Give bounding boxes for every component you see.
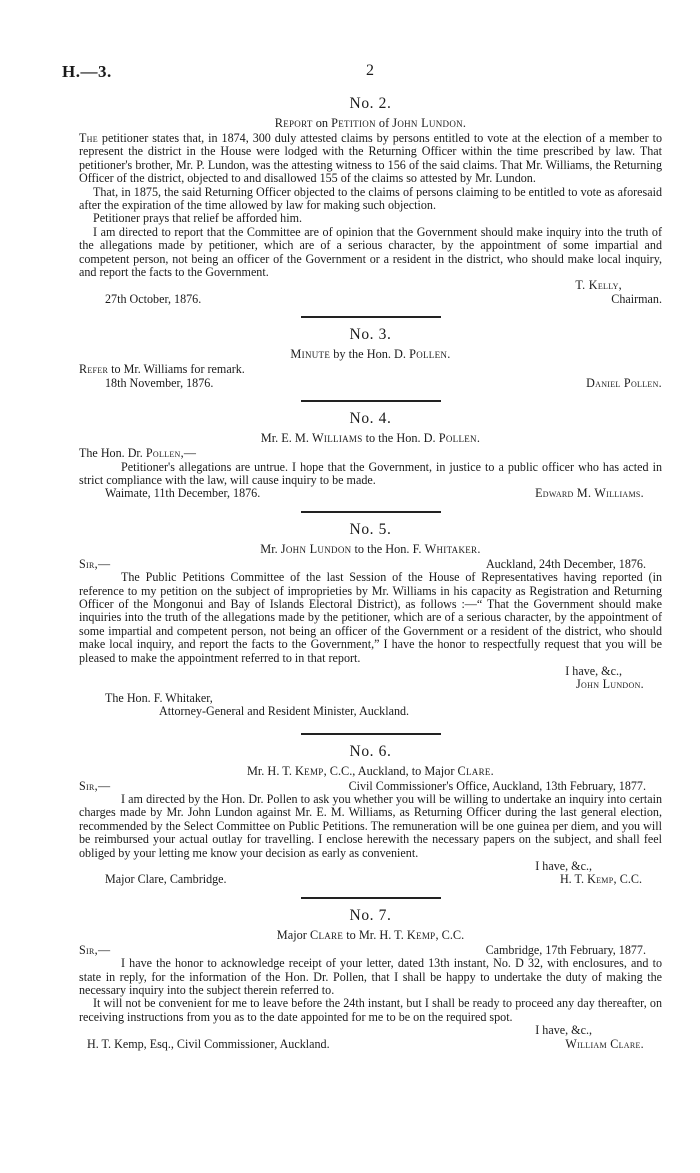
closing: I have, &c., (535, 1023, 592, 1038)
date: 27th October, 1876. (105, 291, 202, 306)
paragraph: Petitioner prays that relief be afforded him. (93, 211, 302, 226)
section-divider (301, 400, 441, 402)
paragraph: The Public Petitions Committee of the last Session of the House of Representatives having reported (in reference to my petition on the subject of improprieties by Mr. Williams in his capacity as Registration and Returning Officer of the Mongonui and Bay of Islands Electoral District), as follows :—“ That the Government should make inquiries into the truth of the allegations made by the petitioner, which are of a serious character, by the appointment of some impartial and competent person, not being an officer of the Government or a resident of the district, who should make local inquiry, and report the facts to the Government,” I have the honor to respectfully request that you will be pleased to make the appointment referred to in that report. (79, 570, 662, 665)
section-subtitle: Mr. John Lundon to the Hon. F. Whitaker. (260, 541, 481, 556)
section-no-7 (79, 907, 662, 1051)
signer-name: John Lundon. (576, 677, 644, 692)
signature-row (79, 873, 662, 886)
paragraph: It will not be convenient for me to leave before the 24th instant, but I shall be ready to proceed any day thereafter, on receiving instructions from you as to the date appointed for me to be on the required spot. (79, 996, 662, 1024)
section-subtitle: Report on Petition of John Lundon. (274, 116, 467, 130)
section-number: No. 5. (349, 520, 392, 538)
section-divider (301, 511, 441, 513)
date: 18th November, 1876. (105, 375, 214, 390)
signer-name: Edward M. Williams. (535, 486, 644, 501)
salutation: Sir,— (79, 556, 111, 571)
section-no-3 (79, 326, 662, 390)
section-no-6 (79, 743, 662, 887)
paragraph: I am directed by the Hon. Dr. Pollen to ask you whether you will be willing to undertake an inquiry into certain charges made by Mr. John Lundon against Mr. E. M. Williams, as Returning Officer during the last general election, recommended by the Select Committee on Public Petitions. The remuneration will be one guinea per diem, and you will be reimbursed your actual outlay for travelling. I enclose herewith the necessary papers on the subject, and shall feel obliged by your letting me know your decision as early as convenient. (79, 792, 662, 860)
signature-row (79, 487, 662, 500)
section-subtitle: Major Clare to Mr. H. T. Kemp, C.C. (276, 927, 465, 942)
salutation: Sir,— (79, 942, 111, 957)
signature-row (79, 1038, 662, 1051)
addressee-title: Attorney-General and Resident Minister, Auckland. (159, 704, 410, 719)
place-date: Civil Commissioner's Office, Auckland, 13th February, 1877. (348, 778, 646, 793)
section-number: No. 7. (349, 906, 392, 924)
document-reference: H.—3. (62, 62, 112, 81)
signature-row (79, 377, 662, 390)
addressee: Major Clare, Cambridge. (105, 872, 227, 887)
signer-title: Chairman. (611, 291, 662, 306)
section-number: No. 6. (349, 742, 392, 760)
section-subtitle: Mr. E. M. Williams to the Hon. D. Pollen. (260, 431, 481, 446)
closing: I have, &c., (535, 859, 592, 874)
document-body (79, 95, 662, 1051)
paragraph: Refer to Mr. Williams for remark. (79, 362, 245, 377)
salutation-row (79, 780, 662, 793)
signer-name: H. T. Kemp, C.C. (559, 872, 642, 887)
signature-row (79, 293, 662, 306)
paragraph: I am directed to report that the Committee are of opinion that the Government should make inquiry into the truth of the allegations made by petitioner, which are of a serious character, by the appointment of some impartial and competent person, not being an officer of the Government or a resident in the district, who should make local inquiry, and report the facts to the Government. (79, 224, 662, 280)
page-number: 2 (366, 62, 374, 79)
section-divider (301, 897, 441, 899)
place-date: Auckland, 24th December, 1876. (485, 556, 646, 571)
salutation-row (79, 558, 662, 571)
signer-name: T. Kelly, (575, 278, 622, 293)
section-no-5 (79, 521, 662, 719)
section-number: No. 4. (349, 410, 392, 428)
section-no-2 (79, 95, 662, 306)
addressee: H. T. Kemp, Esq., Civil Commissioner, Auckland. (87, 1036, 330, 1051)
section-subtitle: Mr. H. T. Kemp, C.C., Auckland, to Major Clare. (246, 763, 495, 778)
paragraph: Petitioner's allegations are untrue. I hope that the Government, in justice to a public officer who has acted in strict compliance with the law, will cause inquiry to be made. (79, 459, 662, 487)
salutation: The Hon. Dr. Pollen,— (79, 446, 197, 461)
salutation-row (79, 944, 662, 957)
section-no-4 (79, 410, 662, 501)
section-number: No. 3. (349, 326, 392, 344)
section-subtitle: Minute by the Hon. D. Pollen. (290, 347, 451, 362)
place-date: Cambridge, 17th February, 1877. (485, 942, 646, 957)
closing: I have, &c., (565, 663, 622, 678)
signer-name: Daniel Pollen. (586, 375, 662, 390)
salutation: Sir,— (79, 778, 111, 793)
section-number: No. 2. (349, 95, 392, 112)
section-divider (301, 316, 441, 318)
signer-name: William Clare. (565, 1036, 644, 1051)
section-divider (301, 733, 441, 735)
paragraph: That, in 1875, the said Returning Officer objected to the claims of persons claiming to be entitled to vote as aforesaid after the expiration of the time allowed by law for making such objection. (79, 184, 662, 213)
paragraph: I have the honor to acknowledge receipt of your letter, dated 13th instant, No. D 32, with enclosures, and to state in reply, for the information of the Hon. Dr. Pollen, that I shall be happy to undertake the duty of making the necessary inquiry into the subject therein referred to. (79, 956, 662, 998)
paragraph: The petitioner states that, in 1874, 300 duly attested claims by persons entitled to vote at the election of a member to represent the district in the House were lodged with the Returning Officer within the time prescribed by law. That petitioner's brother, Mr. P. Lundon, was the attesting witness to 156 of the said claims. That Mr. Williams, the Returning Officer of the district, objected to and disallowed 155 of the claims so attested by Mr. Lundon. (79, 131, 662, 186)
addressee: The Hon. F. Whitaker, (105, 690, 213, 705)
place-date: Waimate, 11th December, 1876. (105, 486, 261, 501)
